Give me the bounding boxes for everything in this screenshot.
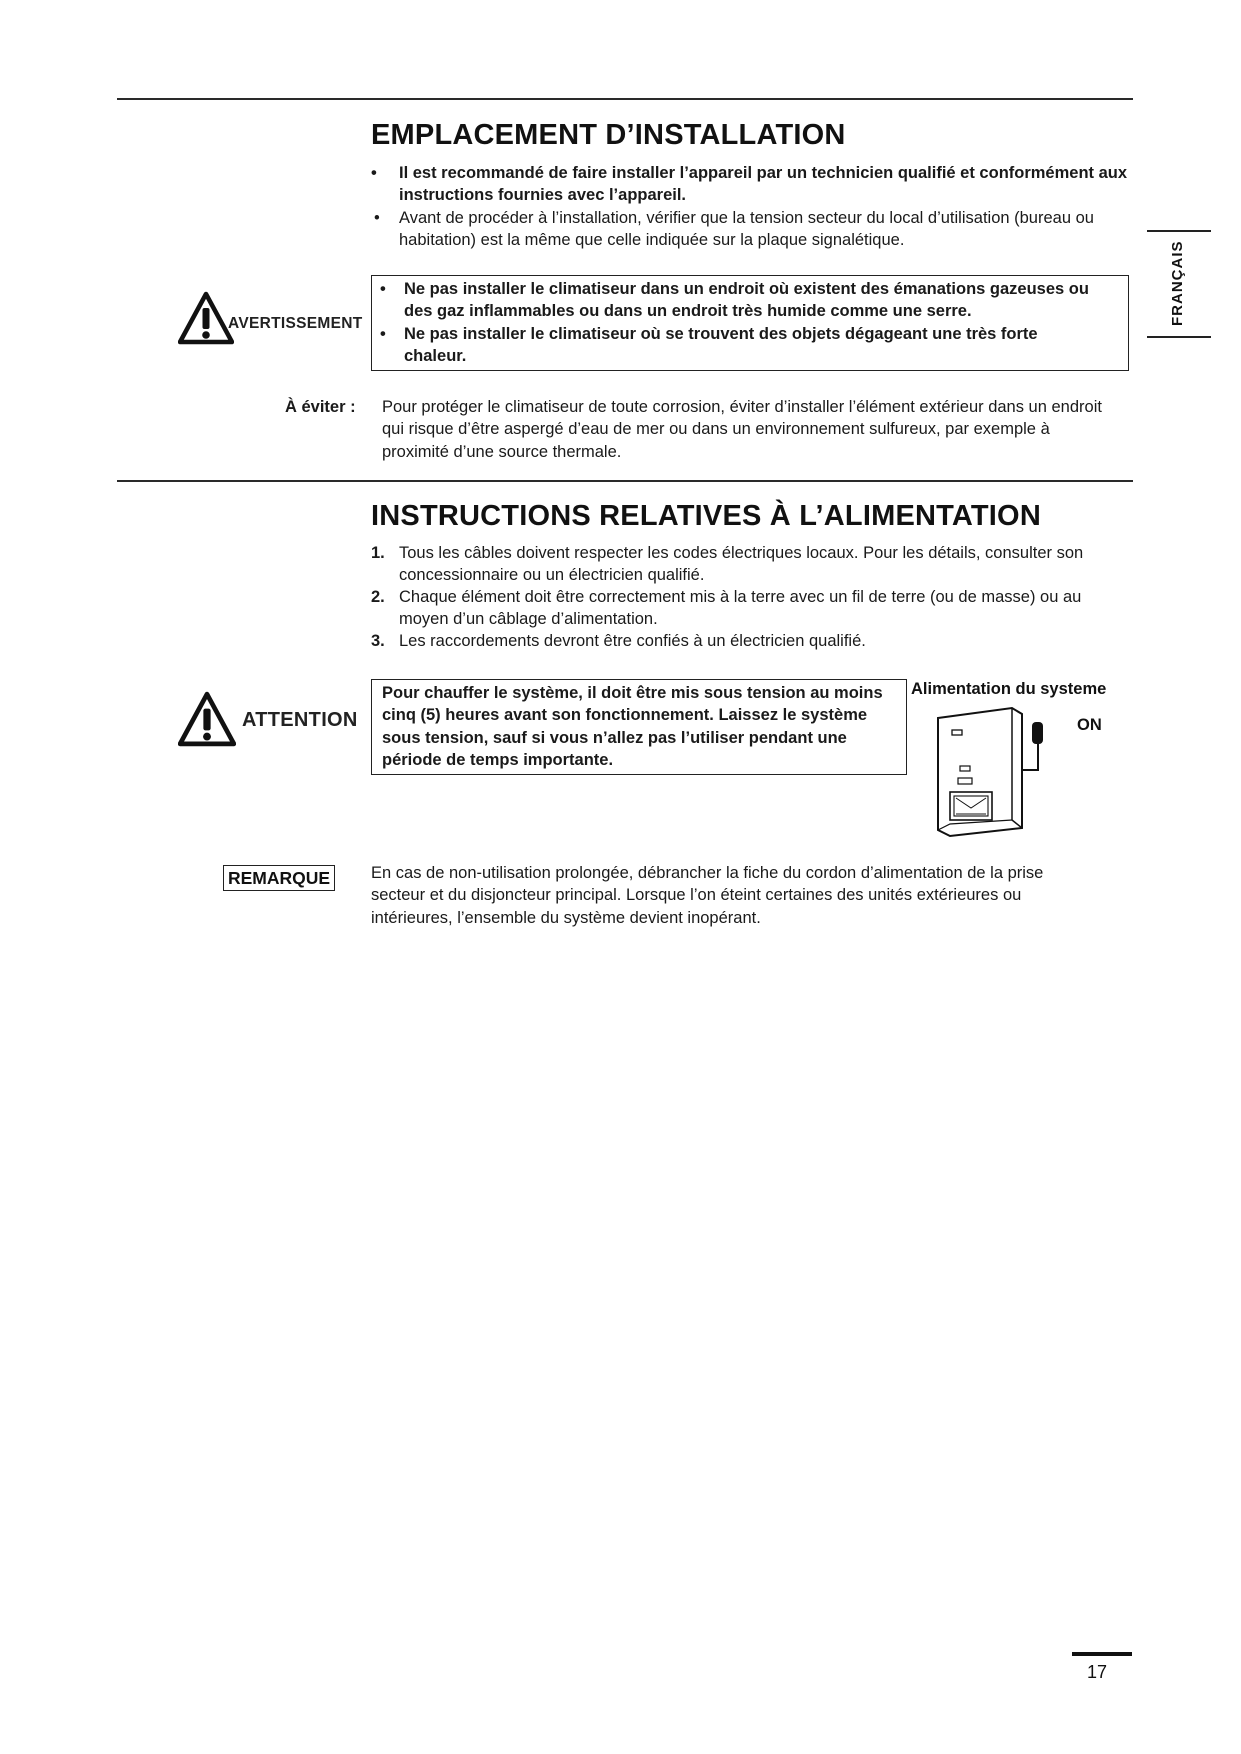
- attention-text: Pour chauffer le système, il doit être mis sous tension au moins cinq (5) heures avant son fonctionnement. Laissez le système sous tension, sauf si vous n’allez pas l’utiliser pendant une période de temps importante.: [382, 684, 883, 770]
- warning-item-2: [380, 323, 1100, 368]
- figure-caption: Alimentation du systeme: [911, 680, 1107, 698]
- warning-item-1: [380, 278, 1100, 323]
- bullet-mark: •: [371, 164, 377, 182]
- bullet-text: Avant de procéder à l’installation, vérifier que la tension secteur du local d’utilisation (bureau ou habitation) est la même que celle indiquée sur la plaque signalétique.: [399, 209, 1094, 250]
- warning-triangle-icon: [178, 690, 236, 748]
- attention-label-text: ATTENTION: [242, 708, 358, 731]
- bullet-text: Ne pas installer le climatiseur dans un endroit où existent des émanations gazeuses ou des gaz inflammables ou dans un endroit très humide comme une serre.: [404, 280, 1089, 321]
- warning-box: [371, 275, 1129, 371]
- bullet-text: Il est recommandé de faire installer l’appareil par un technicien qualifié et conformément aux instructions fournies avec l’appareil.: [399, 164, 1128, 205]
- item-number: 1.: [371, 544, 385, 562]
- item-number: 2.: [371, 588, 385, 606]
- avoid-text: Pour protéger le climatiseur de toute corrosion, éviter d’installer l’élément extérieur dans un endroit qui risque d’être aspergé d’eau de mer ou dans un environnement sulfureux, par exemple à proximité d’une source thermale.: [382, 398, 1102, 461]
- bullet-text: Ne pas installer le climatiseur où se trouvent des objets dégageant une très forte chaleur.: [404, 324, 1038, 366]
- bullet-mark: •: [374, 209, 380, 227]
- section-divider: [117, 480, 1133, 482]
- bullet-mark: •: [380, 280, 386, 298]
- power-switch-illustration: [930, 700, 1060, 840]
- remarque-label: REMARQUE: [223, 865, 335, 891]
- attention-label: [178, 690, 358, 748]
- item-text: Chaque élément doit être correctement mis à la terre avec un fil de terre (ou de masse) ou au moyen d’un câblage d’alimentation.: [399, 588, 1082, 629]
- footer-rule: [1072, 1652, 1132, 1656]
- attention-box: [371, 679, 907, 775]
- power-item-2: [371, 586, 1133, 631]
- figure-on-label: ON: [1077, 716, 1102, 734]
- warning-label: [178, 290, 363, 346]
- installation-bullet-1: [371, 162, 1131, 207]
- warning-triangle-icon: [178, 290, 234, 346]
- remarque-text: En cas de non-utilisation prolongée, débrancher la fiche du cordon d’alimentation de la prise secteur et du disjoncteur principal. Lorsque l’on éteint certaines des unités extérieures ou intérieures, l’ensemble du système devient inopérant.: [371, 864, 1044, 927]
- installation-bullet-2: [371, 207, 1131, 252]
- avoid-label: À éviter :: [285, 398, 356, 416]
- language-tab-top-rule: [1147, 230, 1211, 232]
- top-divider: [117, 98, 1133, 100]
- language-tab-bottom-rule: [1147, 336, 1211, 338]
- language-tab: [1147, 230, 1211, 338]
- warning-label-text: AVERTISSEMENT: [228, 315, 363, 332]
- section-title-installation: EMPLACEMENT D’INSTALLATION: [371, 119, 846, 151]
- power-item-1: [371, 542, 1133, 587]
- item-number: 3.: [371, 632, 385, 650]
- section-title-power: INSTRUCTIONS RELATIVES À L’ALIMENTATION: [371, 500, 1041, 532]
- item-text: Tous les câbles doivent respecter les codes électriques locaux. Pour les détails, consulter son concessionnaire ou un électricien qualifié.: [399, 544, 1084, 585]
- page-number: 17: [1087, 1662, 1108, 1682]
- power-item-3: [371, 630, 1133, 652]
- language-tab-label: FRANÇAIS: [1169, 240, 1186, 326]
- item-text: Les raccordements devront être confiés à un électricien qualifié.: [399, 632, 866, 650]
- bullet-mark: •: [380, 324, 386, 343]
